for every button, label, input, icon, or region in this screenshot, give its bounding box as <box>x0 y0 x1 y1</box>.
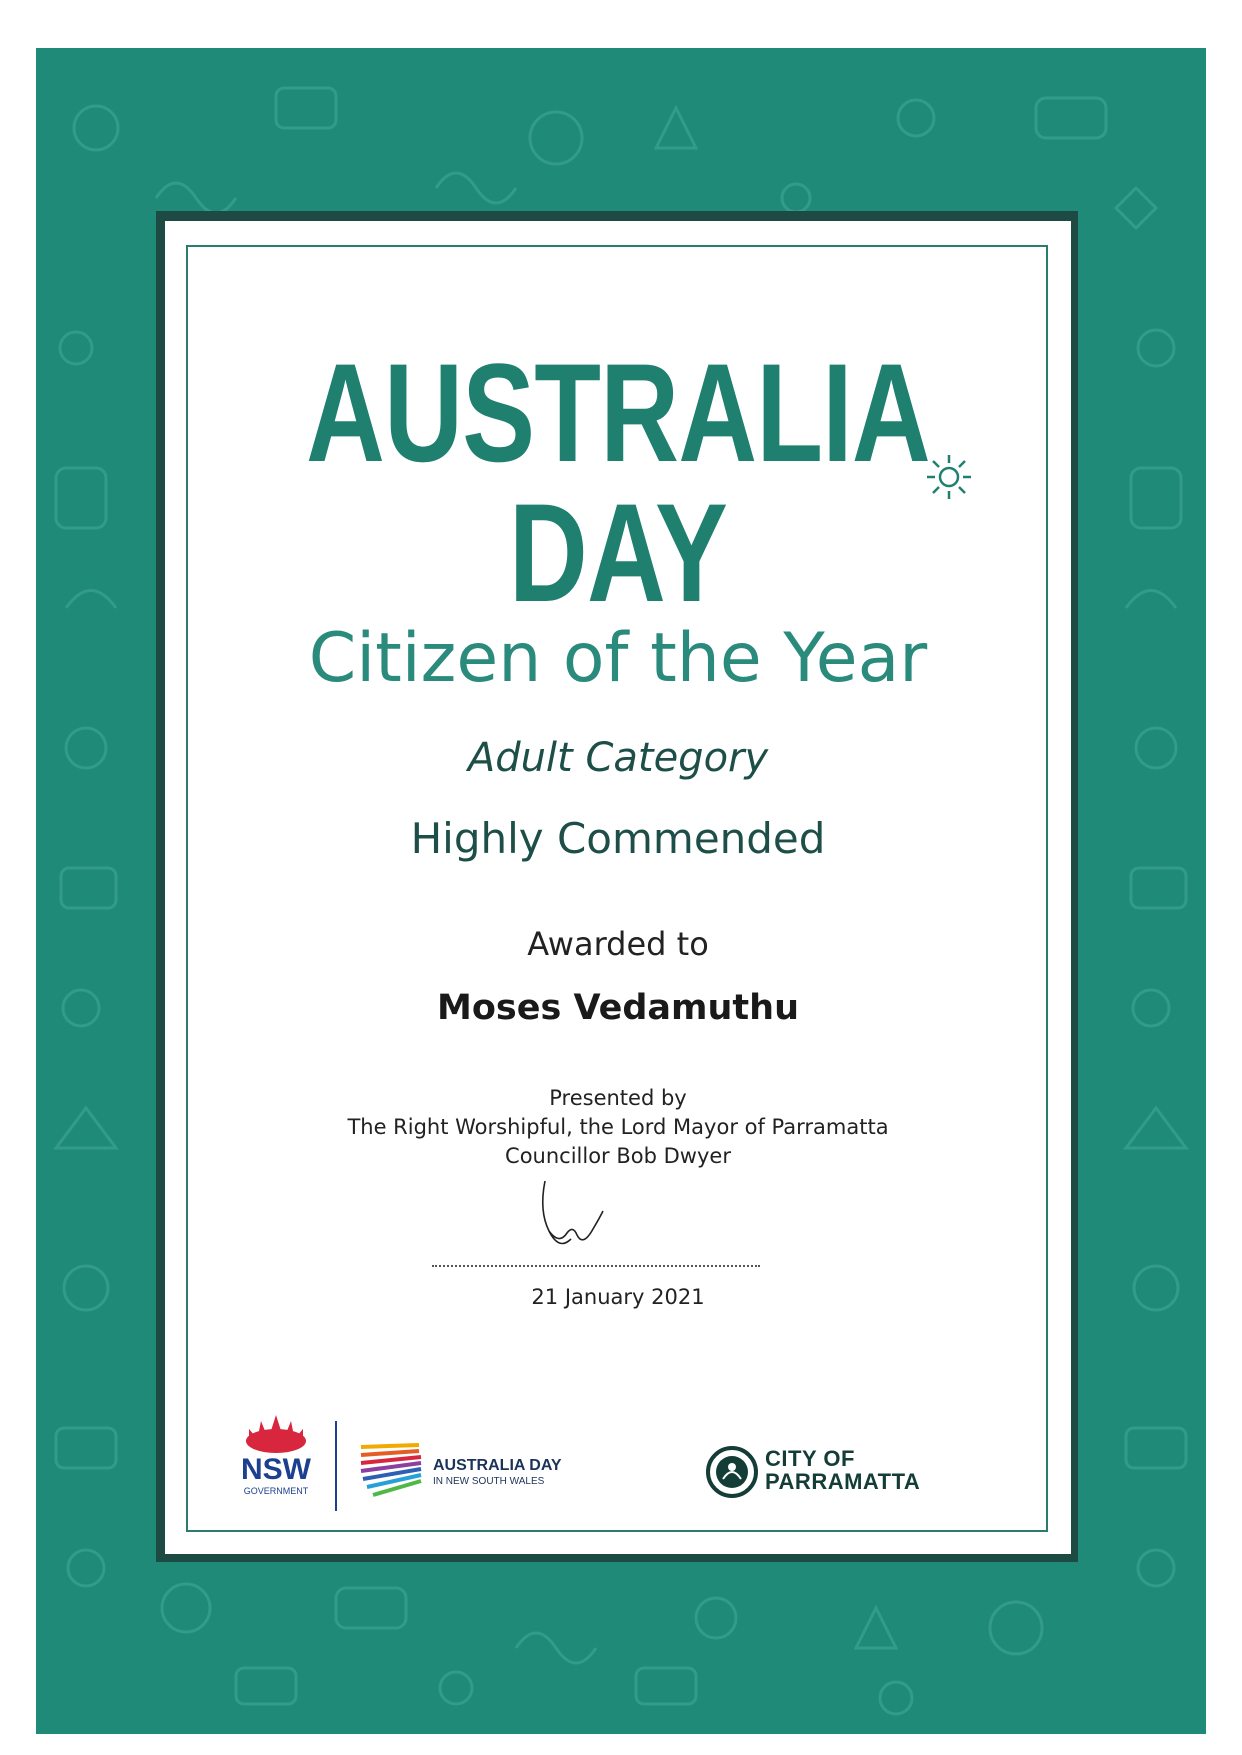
city-seal-icon <box>705 1445 759 1499</box>
logo-divider <box>335 1421 337 1511</box>
presented-by-line: Presented by <box>549 1086 687 1110</box>
presenter-name-line: Councillor Bob Dwyer <box>505 1144 731 1168</box>
nsw-government-logo <box>231 1411 321 1511</box>
certificate-border <box>36 48 1206 1734</box>
page-title: AUSTRALIA DAY <box>306 334 930 631</box>
presenter-block <box>165 1084 1071 1171</box>
nsw-wordmark: NSW <box>241 1453 311 1486</box>
commendation: Highly Commended <box>410 814 826 863</box>
city-of-parramatta-wordmark <box>765 1447 920 1493</box>
presenter-title-line: The Right Worshipful, the Lord Mayor of Parramatta <box>347 1115 889 1139</box>
city-of-line: CITY OF <box>765 1446 855 1471</box>
australia-day-nsw-subtitle: IN NEW SOUTH WALES <box>433 1476 545 1487</box>
parramatta-line: PARRAMATTA <box>765 1469 921 1494</box>
sponsor-logos <box>165 1411 1071 1531</box>
signature <box>535 1171 615 1261</box>
nsw-government-text: GOVERNMENT <box>243 1486 309 1496</box>
australia-day-nsw-title: AUSTRALIA DAY <box>433 1457 562 1474</box>
recipient-name: Moses Vedamuthu <box>437 988 799 1028</box>
waratah-icon <box>231 1411 321 1457</box>
awarded-to-label: Awarded to <box>527 925 709 963</box>
award-name: Citizen of the Year <box>308 619 928 698</box>
sun-icon <box>925 453 973 501</box>
australia-day-ribbon-icon <box>359 1441 427 1497</box>
certificate-panel <box>165 221 1071 1554</box>
award-category: Adult Category <box>467 735 769 781</box>
signature-line <box>432 1265 760 1267</box>
award-date: 21 January 2021 <box>531 1285 705 1309</box>
